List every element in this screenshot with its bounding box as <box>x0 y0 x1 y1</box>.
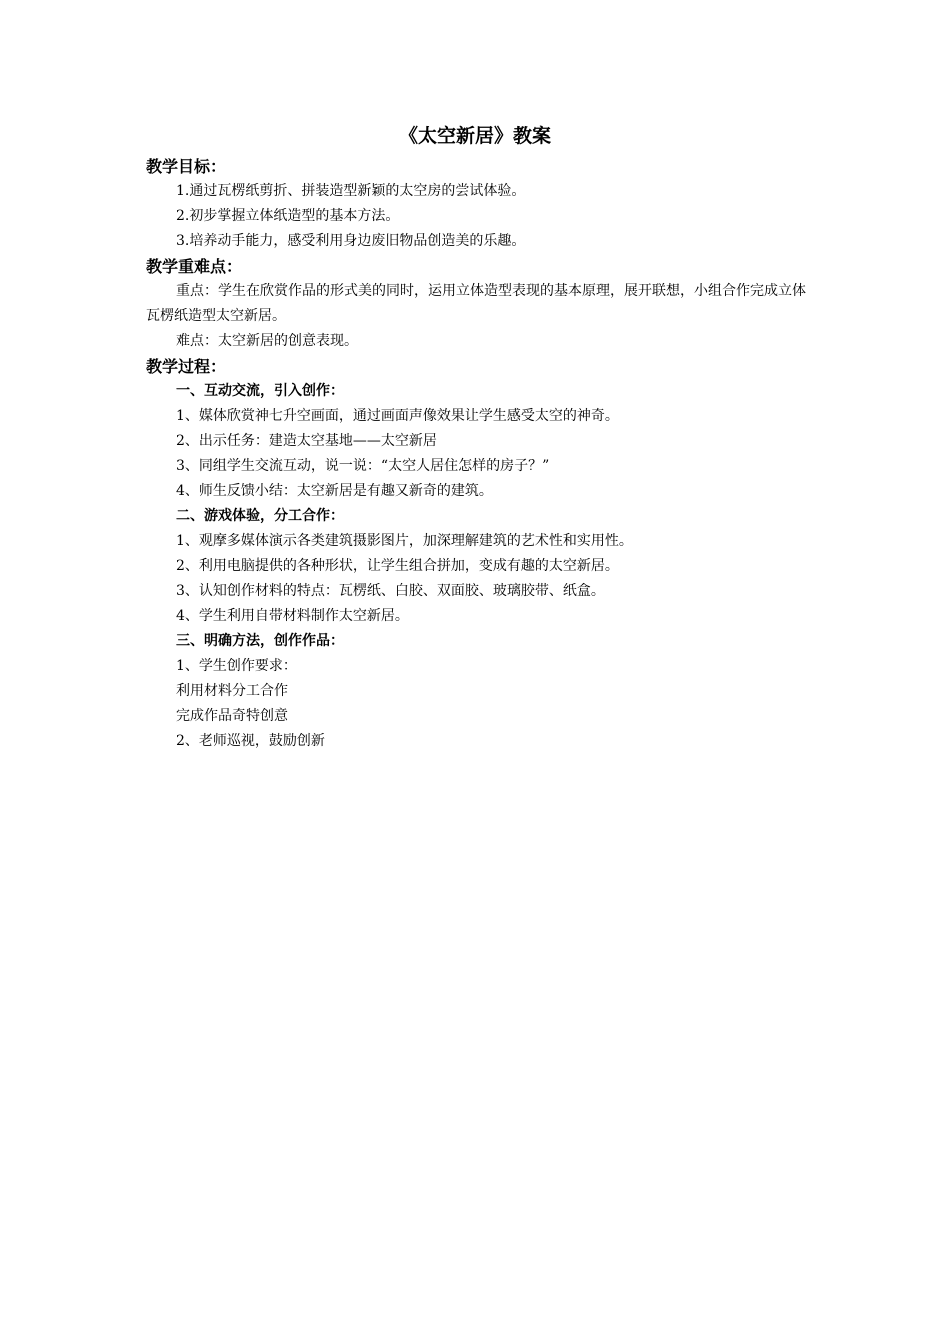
stage-item: 1、观摩多媒体演示各类建筑摄影图片，加深理解建筑的艺术性和实用性。 <box>176 533 633 549</box>
key-point-difficulty: 难点：太空新居的创意表现。 <box>176 333 358 349</box>
stage-item: 1、媒体欣赏神七升空画面，通过画面声像效果让学生感受太空的神奇。 <box>176 408 619 424</box>
stage-title: 三、明确方法，创作作品： <box>176 633 344 649</box>
process-stage-3 <box>146 629 816 754</box>
stage-item: 1、学生创作要求： <box>176 658 297 674</box>
stage-item: 2、出示任务：建造太空基地——太空新居 <box>176 433 437 449</box>
process-stage-2 <box>146 504 816 629</box>
process-stage-1 <box>146 379 816 504</box>
stage-item: 4、学生利用自带材料制作太空新居。 <box>176 608 409 624</box>
stage-item: 完成作品奇特创意 <box>176 708 288 724</box>
stage-item: 3、同组学生交流互动，说一说：“太空人居住怎样的房子？” <box>176 458 550 474</box>
stage-item: 2、老师巡视，鼓励创新 <box>176 733 325 749</box>
stage-item: 3、认知创作材料的特点：瓦楞纸、白胶、双面胶、玻璃胶带、纸盒。 <box>176 583 605 599</box>
key-points-heading: 教学重难点： <box>146 257 243 276</box>
document-body <box>146 154 816 754</box>
stage-item: 利用材料分工合作 <box>176 683 288 699</box>
objective-item: 2.初步掌握立体纸造型的基本方法。 <box>176 208 400 224</box>
objective-item: 3.培养动手能力，感受利用身边废旧物品创造美的乐趣。 <box>176 233 526 249</box>
process-section <box>146 354 816 754</box>
stage-title: 二、游戏体验，分工合作： <box>176 508 344 524</box>
process-heading: 教学过程： <box>146 357 227 376</box>
stage-item: 2、利用电脑提供的各种形状，让学生组合拼加，变成有趣的太空新居。 <box>176 558 619 574</box>
document-title: 《太空新居》教案 <box>398 125 551 147</box>
stage-item: 4、师生反馈小结：太空新居是有趣又新奇的建筑。 <box>176 483 493 499</box>
objective-item: 1.通过瓦楞纸剪折、拼装造型新颖的太空房的尝试体验。 <box>176 183 526 199</box>
objectives-section <box>146 154 816 254</box>
key-point-focus: 重点：学生在欣赏作品的形式美的同时，运用立体造型表现的基本原理，展开联想，小组合作完成立体瓦楞纸造型太空新居。 <box>146 283 806 324</box>
objectives-heading: 教学目标： <box>146 157 227 176</box>
stage-title: 一、互动交流，引入创作： <box>176 383 344 399</box>
key-points-section <box>146 254 816 354</box>
